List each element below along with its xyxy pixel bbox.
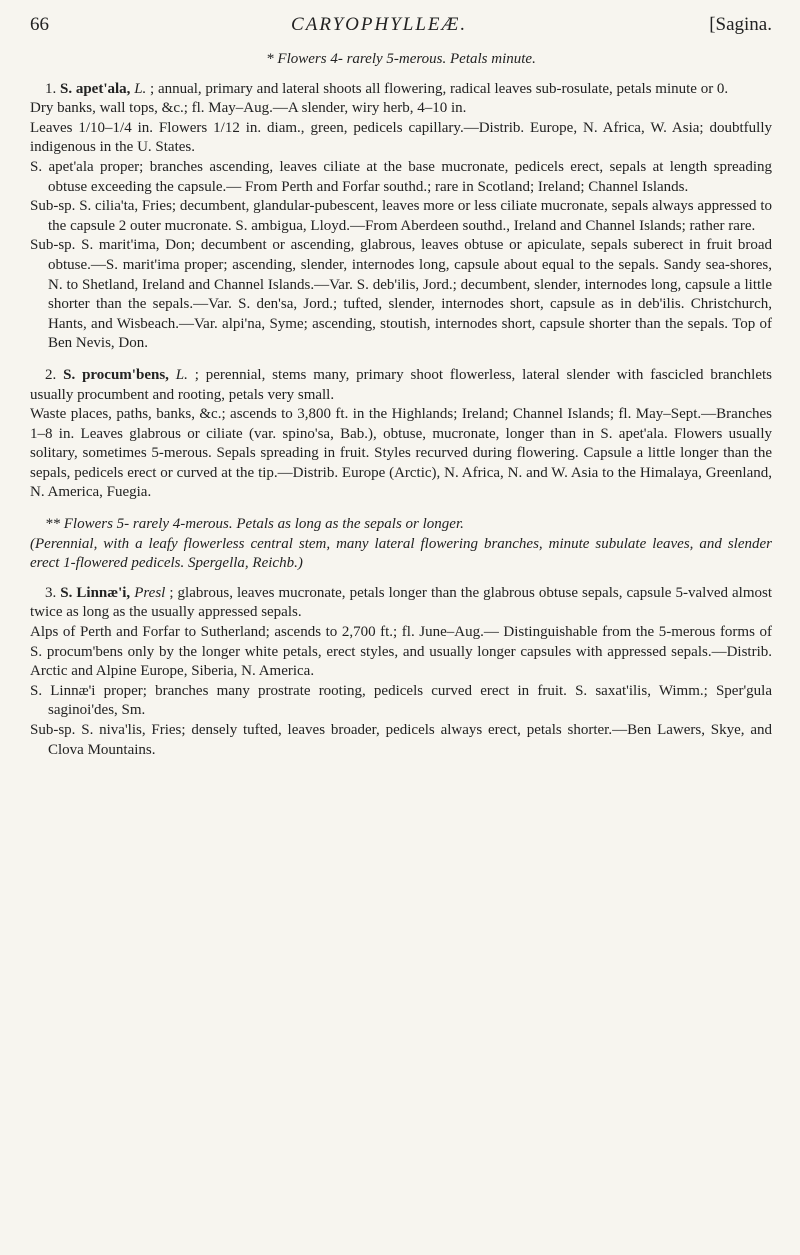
species-1-name: S. apet'ala,	[60, 80, 131, 97]
species-3-heading	[30, 584, 772, 623]
species-2-description: ; perennial, stems many, primary shoot flowerless, lateral slender with fascicled branchlets usually procumbent and rooting, petals very small.	[30, 366, 773, 403]
species-1-habitat: Dry banks, wall tops, &c.; fl. May–Aug.—A slender, wiry herb, 4–10 in.	[30, 100, 467, 117]
species-1-details: Leaves 1/10–1/4 in. Flowers 1/12 in. diam., green, pedicels capillary.—Distrib. Europe, N. Africa, W. Asia; doubtfully indigenous in the U. States.	[30, 119, 772, 156]
species-2-heading	[30, 366, 772, 405]
species-2-habitat: Waste places, paths, banks, &c.; ascends to 3,800 ft. in the Highlands; Ireland; Channel Islands; fl. May–Sept.—Branches 1–8 in. Leaves glabrous or ciliate (var. spino'sa, Bab.), obtuse, mucronate, longer than in S. apet'ala. Flowers usually solitary, sometimes 5-merous. Sepals spreading in fruit. Styles recurved during flowering. Capsule a little longer than the sepals, pedicels erect or curved at the tip.—Distrib. Europe (Arctic), N. Africa, N. and W. Asia to the Himalaya, Greenland, N. America, Fuegia.	[30, 406, 772, 501]
species-3-var-proper: S. Linnæ'i proper; branches many prostrate rooting, pedicels curved erect in fruit. S. saxat'ilis, Wimm.; Sper'gula saginoi'des, Sm.	[30, 682, 772, 719]
species-1-var-proper: S. apet'ala proper; branches ascending, leaves ciliate at the base mucronate, pedicels erect, sepals at length spreading obtuse exceeding the capsule.— From Perth and Forfar southd.; rare in Scotland; Ireland; Channel Islands.	[30, 158, 772, 195]
species-3-subsp-nivalis: Sub-sp. S. niva'lis, Fries; densely tufted, leaves broader, pedicels always erect, petals shorter.—Ben Lawers, Skye, and Clova Mountains.	[30, 722, 772, 758]
group-heading-2: ** Flowers 5- rarely 4-merous. Petals as long as the sepals or longer.	[45, 516, 464, 533]
section-marker: [Sagina.	[709, 14, 772, 35]
species-2-name: S. procum'bens,	[63, 366, 169, 383]
species-3-name: S. Linnæ'i,	[60, 584, 131, 601]
group-heading-1: * Flowers 4- rarely 5-merous. Petals minute.	[266, 51, 536, 67]
species-1-number: 1.	[45, 80, 57, 97]
species-2-authority: L.	[175, 366, 188, 383]
species-1-heading	[30, 80, 772, 100]
species-3-habitat: Alps of Perth and Forfar to Sutherland; ascends to 2,700 ft.; fl. June–Aug.— Distinguishable from the 5-merous forms of S. procum'bens only by the longer white petals, erect styles, and usually longer capsules with appressed sepals.—Distrib. Arctic and Alpine Europe, Siberia, N. America.	[30, 624, 772, 680]
species-3-number: 3.	[45, 584, 57, 601]
species-1-subsp-maritima: Sub-sp. S. marit'ima, Don; decumbent or ascending, glabrous, leaves obtuse or apiculate, sepals suberect in fruit broad obtuse.—S. marit'ima proper; ascending, slender, internodes long, capsule about equal to the sepals. Sandy sea-shores, N. to Shetland, Ireland and Channel Islands.—Var. S. deb'ilis, Jord.; decumbent, slender, internodes long, capsule a little shorter than the sepals.—Var. S. den'sa, Jord.; tufted, slender, internodes short, capsule as in deb'ilis. Christchurch, Hants, and Wisbeach.—Var. alpi'na, Syme; ascending, stoutish, internodes short, capsule shorter than the sepals. Top of Ben Nevis, Don.	[30, 237, 772, 352]
species-1-subsp-ciliata: Sub-sp. S. cilia'ta, Fries; decumbent, glandular-pubescent, leaves more or less ciliate mucronate, sepals always appressed to the capsule 2 outer mucronate. S. ambigua, Lloyd.—From Aberdeen southd., Ireland and Channel Islands; rather rare.	[30, 198, 772, 234]
species-3-description: ; glabrous, leaves mucronate, petals longer than the glabrous obtuse sepals, capsule 5-valved almost twice as long as the usually appressed sepals.	[30, 584, 772, 621]
running-title: CARYOPHYLLEÆ.	[291, 14, 468, 35]
species-1-authority: L.	[134, 80, 147, 97]
page-number: 66	[30, 14, 49, 35]
running-head	[30, 14, 772, 36]
species-3-authority: Presl	[134, 584, 166, 601]
group-2-note: (Perennial, with a leafy flowerless central stem, many lateral flowering branches, minute subulate leaves, and slender erect 1-flowered pedicels. Spergella, Reichb.)	[30, 535, 772, 572]
species-2-number: 2.	[45, 366, 57, 383]
species-1-description: ; annual, primary and lateral shoots all flowering, radical leaves sub-rosulate, petals minute or 0.	[146, 80, 729, 97]
